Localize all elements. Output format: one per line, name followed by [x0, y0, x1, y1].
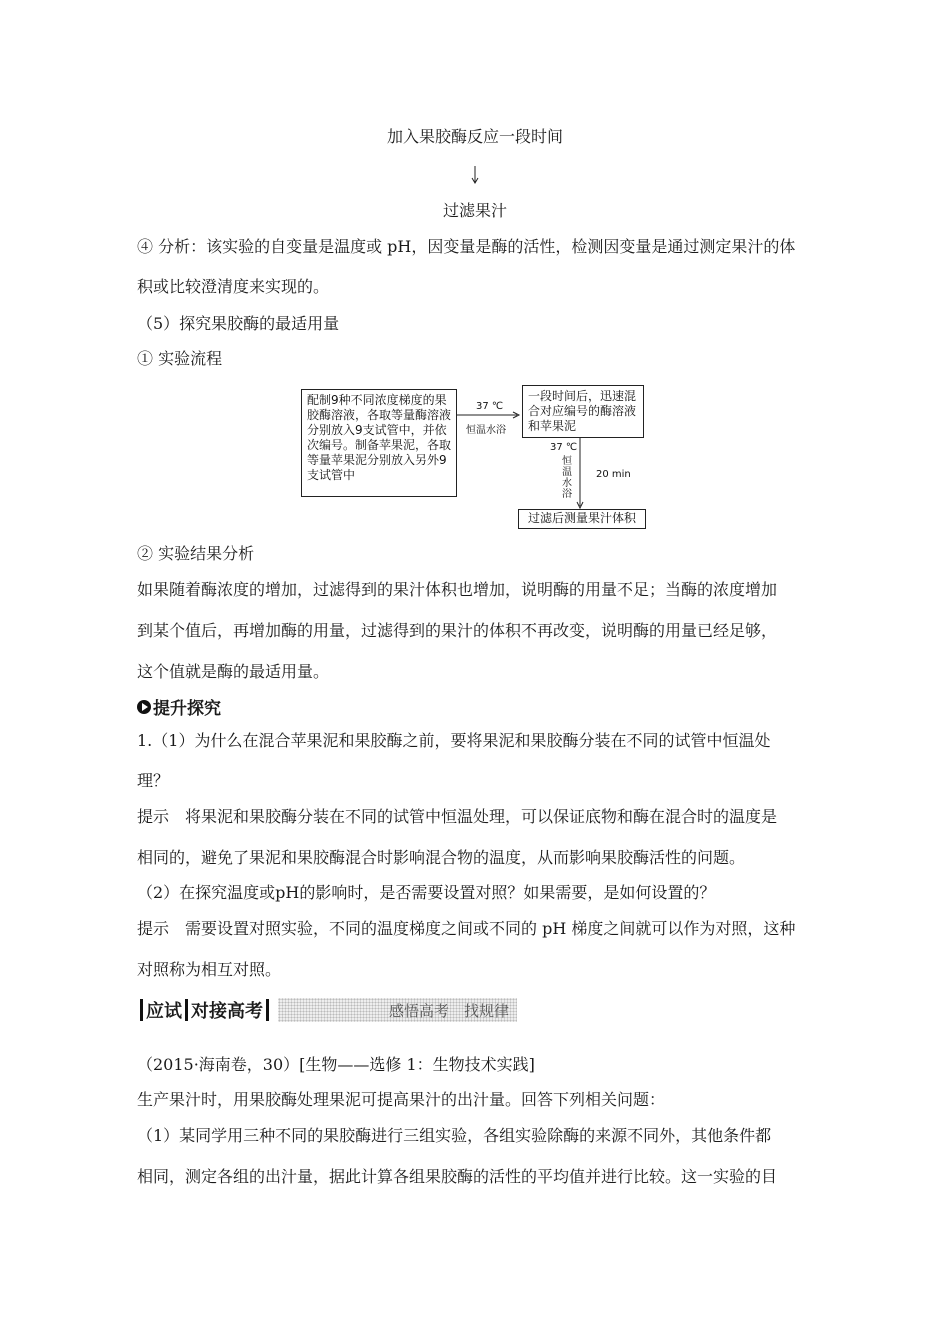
answer-line: 对照称为相互对照。 [137, 960, 282, 979]
arrow-label-bath: 恒温水浴 [466, 425, 506, 436]
banner-divider [185, 999, 188, 1021]
section-title: （5）探究果胶酶的最适用量 [137, 314, 340, 333]
exam-source: （2015·海南卷，30）[生物——选修 1：生物技术实践] [137, 1055, 535, 1074]
arrow-label-temp: 37 ℃ [476, 401, 504, 412]
explore-heading [137, 694, 221, 719]
analysis-line: 积或比较澄清度来实现的。 [137, 277, 330, 296]
diagram-box-mix: 一段时间后，迅速混合对应编号的酶溶液和苹果泥 [522, 385, 644, 438]
exam-question-line: 相同，测定各组的出汁量，据此计算各组果胶酶的活性的平均值并进行比较。这一实验的目 [137, 1167, 778, 1186]
result-line: 如果随着酶浓度的增加，过滤得到的果汁体积也增加，说明酶的用量不足；当酶的浓度增加 [137, 580, 778, 599]
play-circle-icon [137, 700, 151, 714]
answer-line: 提示 将果泥和果胶酶分装在不同的试管中恒温处理，可以保证底物和酶在混合时的温度是 [137, 807, 778, 826]
flow-step-add-enzyme: 加入果胶酶反应一段时间 [386, 127, 563, 146]
subsection-title: ① 实验流程 [137, 349, 223, 368]
diagram-box-measure: 过滤后测量果汁体积 [518, 509, 646, 529]
exam-intro: 生产果汁时，用果胶酶处理果泥可提高果汁的出汁量。回答下列相关问题： [137, 1090, 666, 1109]
question-line: （2）在探究温度或pH的影响时，是否需要设置对照？如果需要，是如何设置的？ [137, 883, 716, 902]
section-banner [137, 997, 517, 1023]
flow-step-filter: 过滤果汁 [442, 201, 507, 220]
question-line: 理？ [137, 771, 170, 790]
diagram-box-prepare: 配制9种不同浓度梯度的果胶酶溶液，各取等量酶溶液分别放入9支试管中，并依次编号。制备苹果泥，各取等量苹果泥分别放入另外9支试管中 [301, 389, 457, 497]
explore-heading-text: 提升探究 [153, 699, 221, 719]
answer-line: 相同的，避免了果泥和果胶酶混合时影响混合物的温度，从而影响果胶酶活性的问题。 [137, 848, 746, 867]
question-line: 1.（1）为什么在混合苹果泥和果胶酶之前，要将果泥和果胶酶分装在不同的试管中恒温处 [137, 731, 771, 750]
arrow-down-icon [574, 438, 586, 510]
subsection-title: ② 实验结果分析 [137, 544, 255, 563]
arrow-down-icon [469, 166, 481, 184]
arrow-label-time: 20 min [596, 469, 631, 480]
banner-subtitle-text: 感悟高考 找规律 [388, 1001, 509, 1020]
result-line: 到某个值后，再增加酶的用量，过滤得到的果汁的体积不再改变，说明酶的用量已经足够， [137, 621, 778, 640]
banner-title [137, 997, 272, 1023]
arrow-right-icon [457, 409, 521, 421]
exam-question-line: （1）某同学用三种不同的果胶酶进行三组实验，各组实验除酶的来源不同外，其他条件都 [137, 1126, 772, 1145]
banner-title-part1: 应试 [146, 1001, 182, 1022]
result-line: 这个值就是酶的最适用量。 [137, 662, 330, 681]
analysis-line: ④ 分析：该实验的自变量是温度或 pH，因变量是酶的活性，检测因变量是通过测定果汁的体 [137, 237, 796, 256]
arrow-label-temp: 37 ℃ [550, 442, 578, 453]
arrow-label-bath-vertical: 恒温水浴 [562, 456, 572, 500]
banner-subtitle [278, 998, 517, 1022]
banner-title-part2: 对接高考 [191, 1001, 263, 1022]
banner-divider [266, 999, 269, 1021]
banner-divider [140, 999, 143, 1021]
answer-line: 提示 需要设置对照实验，不同的温度梯度之间或不同的 pH 梯度之间就可以作为对照，这种 [137, 919, 796, 938]
